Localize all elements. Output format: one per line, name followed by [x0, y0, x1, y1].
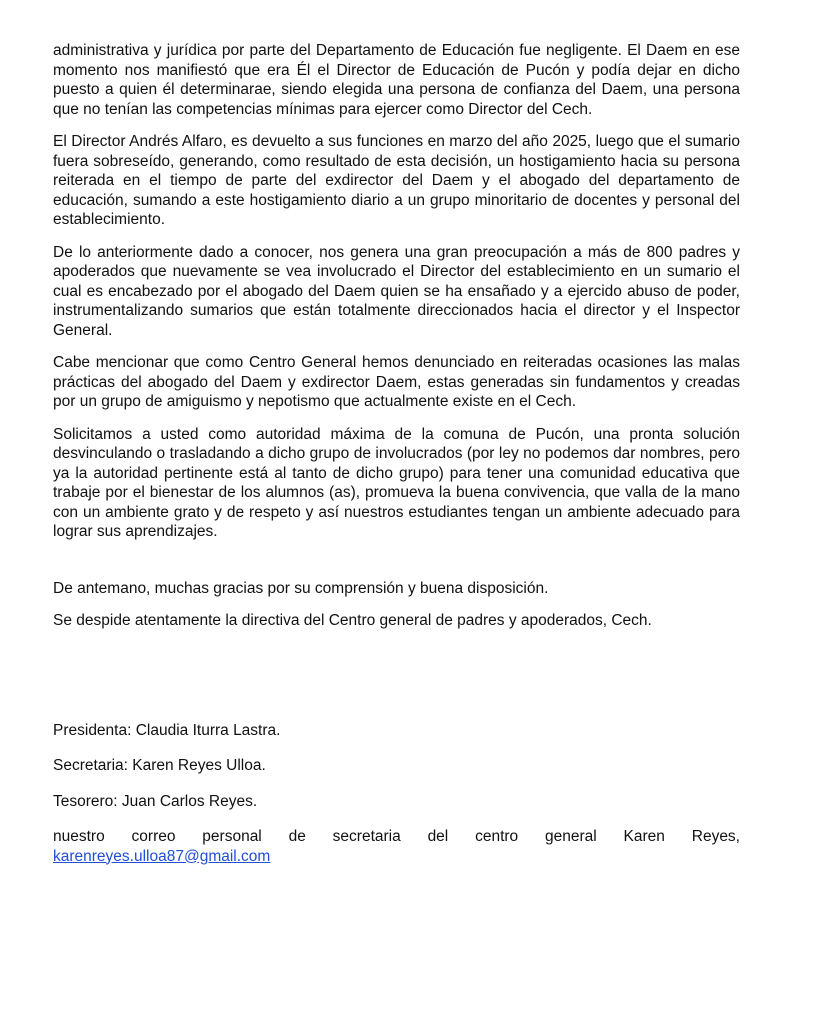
contact-line: [53, 827, 740, 847]
contact-word: general: [545, 828, 597, 845]
paragraph-5: Solicitamos a usted como autoridad máxima de la comuna de Pucón, una pronta solución desvinculando o trasladando a dicho grupo de involucrados (por ley no podemos dar nombres, pero ya la autoridad pertinente está al tanto de dicho grupo) para tener una comunidad educativa que trabaje por el bienestar de los alumnos (as), promueva la buena convivencia, que valla de la mano con un ambiente grato y de respeto y así nuestros estudiantes tengan un ambiente adecuado para lograr sus aprendizajes.: [53, 425, 740, 540]
signatory-president: Presidenta: Claudia Iturra Lastra.: [53, 721, 281, 739]
spacer: [53, 644, 740, 721]
contact-word: nuestro: [53, 828, 105, 845]
paragraph-4: Cabe mencionar que como Centro General hemos denunciado en reiteradas ocasiones las malas prácticas del abogado del Daem y exdirector Daem, estas generadas sin fundamentos y creadas por un grupo de amiguismo y nepotismo que actualmente existe en el Cech.: [53, 354, 740, 410]
contact-word: Reyes,: [691, 828, 740, 845]
contact-word: de: [288, 828, 306, 845]
closing-thanks: De antemano, muchas gracias por su comprensión y buena disposición.: [53, 579, 549, 597]
spacer: [53, 555, 740, 579]
paragraph-1: administrativa y jurídica por parte del Departamento de Educación fue negligente. El Daem en ese momento nos manifiestó que era Él el Director de Educación de Pucón y podía dejar en dicho puesto a quien él determinarae, siendo elegida una persona de confianza del Daem, una persona que no tenían las competencias mínimas para ejercer como Director del Cech.: [53, 42, 740, 118]
contact-email-line: [53, 847, 740, 867]
signatory-secretary: Secretaria: Karen Reyes Ulloa.: [53, 757, 266, 774]
contact-word: secretaria: [332, 828, 401, 845]
contact-word: centro: [475, 828, 519, 845]
signatory-treasurer: Tesorero: Juan Carlos Reyes.: [53, 792, 258, 810]
letter-page: [53, 41, 740, 866]
contact-word: correo: [131, 828, 176, 845]
closing-farewell: Se despide atentamente la directiva del Centro general de padres y apoderados, Cech.: [53, 612, 652, 629]
email-link[interactable]: karenreyes.ulloa87@gmail.com: [53, 847, 271, 865]
contact-word: del: [427, 828, 449, 845]
paragraph-3: De lo anteriormente dado a conocer, nos genera una gran preocupación a más de 800 padres y apoderados que nuevamente se vea involucrado el Director del establecimiento en un sumario el cual es encabezado por el abogado del Daem quien se ha ensañado y a ejercido abuso de poder, instrumentalizando sumarios que están totalmente direccionados hacia el director y el Inspector General.: [53, 243, 740, 339]
paragraph-2: El Director Andrés Alfaro, es devuelto a sus funciones en marzo del año 2025, luego que el sumario fuera sobreseído, generando, como resultado de esta decisión, un hostigamiento hacia su persona reiterada en el tiempo de parte del exdirector del Daem y el abogado del departamento de educación, sumando a este hostigamiento diario a un grupo minoritario de docentes y personal del establecimiento.: [53, 133, 740, 228]
contact-word: Karen: [623, 828, 665, 845]
contact-block: [53, 827, 740, 866]
contact-word: personal: [202, 828, 262, 845]
